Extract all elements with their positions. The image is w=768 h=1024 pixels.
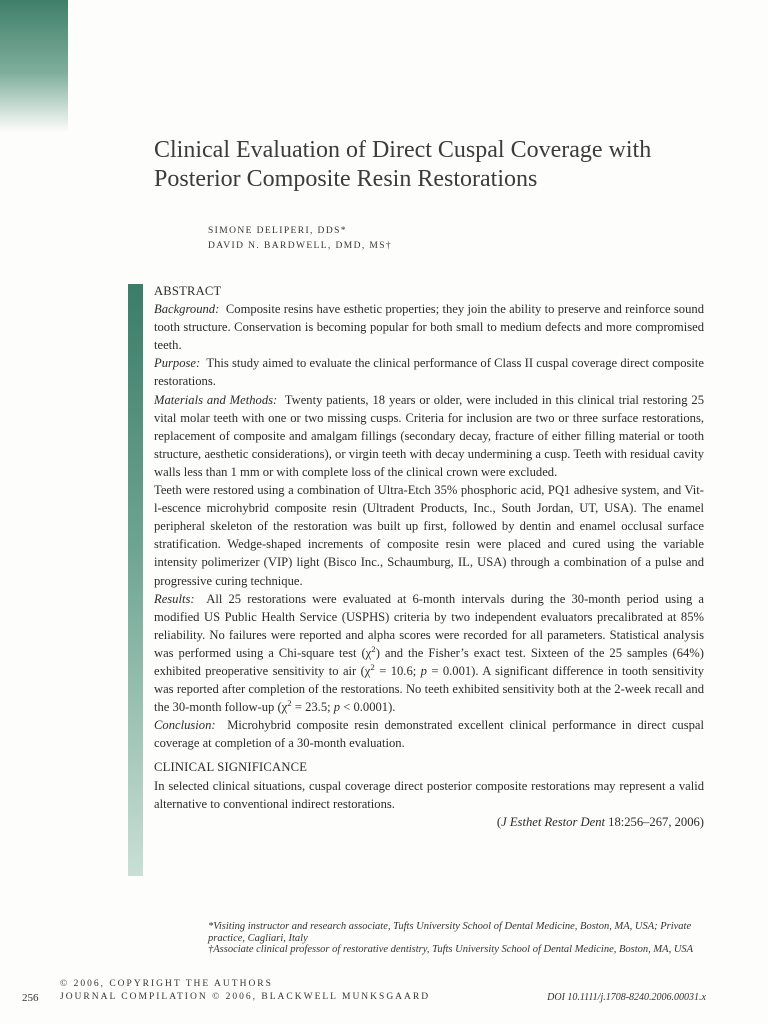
doi-reference: DOI 10.1111/j.1708-8240.2006.00031.x	[547, 992, 706, 1003]
abstract-methods	[154, 391, 704, 481]
p-symbol: p	[333, 700, 341, 715]
results-text-b: ) and the Fisher’s exact test. Sixteen of the 25 samples (64%) exhibited preoperative sensitivity to air (χ	[154, 645, 704, 678]
results-text-c: = 10.6;	[374, 663, 417, 678]
journal-citation	[154, 813, 704, 831]
copyright-line-2: JOURNAL COMPILATION © 2006, BLACKWELL MUNKSGAARD	[60, 992, 431, 1002]
results-text-a: All 25 restorations were evaluated at 6-month intervals during the 30-month period using a modified US Public Health Service (USPHS) criteria by two independent evaluators precalibrated at 85% reliability. No failures were reported and alpha scores were recorded for all parameters. Statistical analysis was performed using a Chi-square test (χ	[154, 591, 705, 660]
author-1: SIMONE DELIPERI, DDS*	[208, 226, 347, 236]
footnote-1: *Visiting instructor and research associate, Tufts University School of Dental Medicine, Boston, MA, USA; Private practice, Cagliari, Italy	[208, 921, 692, 944]
abstract-purpose	[154, 354, 704, 390]
methods-label: Materials and Methods:	[154, 392, 278, 407]
author-2: DAVID N. BARDWELL, DMD, MS†	[208, 241, 393, 251]
abstract-conclusion	[154, 716, 704, 752]
conclusion-text: Microhybrid composite resin demonstrated excellent clinical performance in direct cuspal coverage at completion of a 30-month evaluation.	[154, 718, 705, 751]
citation-rest: 18:256–267, 2006)	[605, 814, 704, 829]
abstract-background	[154, 300, 704, 354]
citation-open: (	[496, 814, 502, 829]
clinical-significance-heading: CLINICAL SIGNIFICANCE	[154, 760, 308, 775]
superscript-2: 2	[370, 661, 375, 672]
purpose-label: Purpose:	[154, 356, 201, 371]
abstract-section	[154, 282, 704, 831]
results-text-d: = 0.001). A significant difference in tooth sensitivity was reported after completion of the restorations. No teeth exhibited sensitivity both at the 2-week recall and the 30-month follow-up (χ	[154, 663, 705, 715]
abstract-methods-2: Teeth were restored using a combination of Ultra-Etch 35% phosphoric acid, PQ1 adhesive system, and Vit-l-escence microhybrid composite resin (Ultradent Products, Inc., South Jordan, UT, USA). The enamel peripheral skeleton of the restoration was built up first, followed by dentin and enamel occlusal surface stratification. Wedge-shaped increments of composite resin were placed and cured using the variable intensity polimerizer (VIP) light (Bisco Inc., Schaumburg, IL, USA) through a combination of a pulse and progressive curing technique.	[154, 483, 704, 588]
affiliation-footnotes	[208, 921, 708, 956]
methods-text: Twenty patients, 18 years or older, were included in this clinical trial restoring 25 vital molar teeth with one or two missing cusps. Criteria for inclusion are two or three surface restorations, replacement of composite and amalgam fillings (secondary decay, fracture of either filling material or tooth structure, aesthetic considerations), or virgin teeth with decay undermining a cusp. Teeth with residual cavity walls less than 1 mm or with complete loss of the clinical crown were excluded.	[154, 392, 704, 479]
page-number: 256	[22, 992, 39, 1004]
author-list	[208, 224, 392, 254]
p-symbol: p	[420, 663, 427, 678]
purpose-text: This study aimed to evaluate the clinical performance of Class II cuspal coverage direct composite restorations.	[154, 356, 704, 389]
superscript-2: 2	[371, 643, 376, 654]
article-title: Clinical Evaluation of Direct Cuspal Coverage with Posterior Composite Resin Restorations	[154, 137, 652, 192]
abstract-results	[154, 590, 704, 717]
results-label: Results:	[154, 591, 195, 606]
results-text-e: = 23.5;	[291, 700, 331, 715]
copyright-line-1: © 2006, COPYRIGHT THE AUTHORS	[60, 979, 273, 989]
footnote-2: †Associate clinical professor of restorative dentistry, Tufts University School of Dental Medicine, Boston, MA, USA	[208, 944, 694, 955]
background-label: Background:	[154, 302, 220, 317]
abstract-side-bar	[128, 284, 143, 876]
superscript-2: 2	[287, 697, 292, 708]
corner-color-block	[0, 0, 68, 132]
abstract-heading: ABSTRACT	[154, 284, 222, 298]
clinical-significance-text: In selected clinical situations, cuspal coverage direct posterior composite restorations may represent a valid alternative to conventional indirect restorations.	[154, 778, 704, 811]
copyright-notice	[60, 978, 430, 1004]
conclusion-label: Conclusion:	[154, 718, 216, 733]
results-text-f: < 0.0001).	[340, 700, 396, 715]
background-text: Composite resins have esthetic properties; they join the ability to preserve and reinforce sound tooth structure. Conservation is becoming popular for both small to medium defects and more compromised teeth.	[154, 302, 704, 353]
citation-journal: J Esthet Restor Dent	[501, 814, 605, 829]
